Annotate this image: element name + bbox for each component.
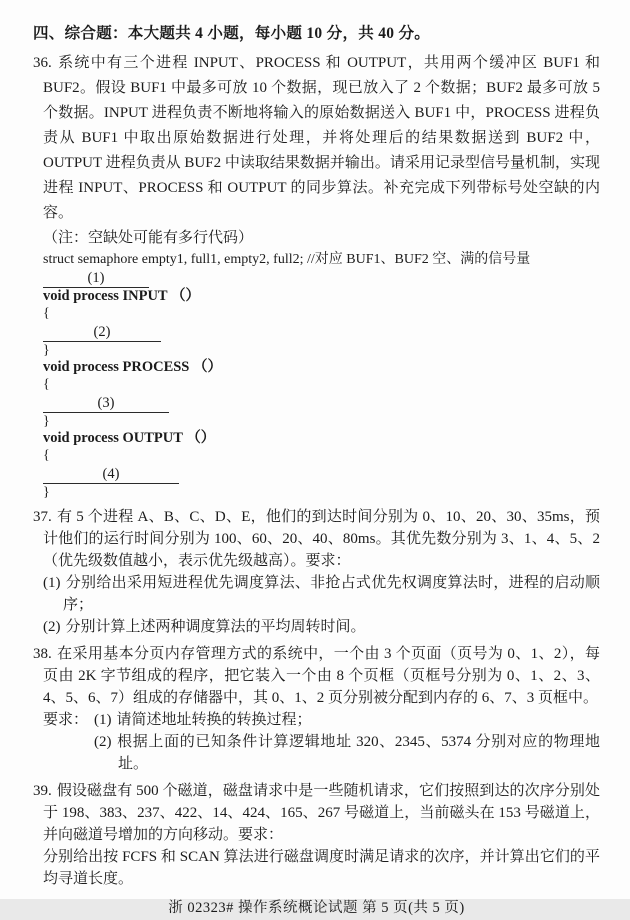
question-36-note: （注：空缺处可能有多行代码）: [43, 230, 254, 246]
item-label: (1): [43, 575, 61, 591]
answer-blank-row: [43, 464, 600, 484]
question-38-text: 在采用基本分页内存管理方式的系统中，一个由 3 个页面（页号为 0、1、2），每页由 2K 字节组成的程序，把它装入一个由 8 个页框（页框号分别为 0、1、2、3、4、5、6、7）组成的存储器中，其 0、1、2 页分别被分配到内存的 6、7、3 页框中。: [43, 646, 600, 706]
question-37-item-2: [43, 616, 600, 638]
answer-blank-row: [43, 393, 600, 413]
item-label: (1): [94, 712, 112, 728]
question-38-requirements: [43, 709, 600, 775]
code-line: {: [43, 377, 50, 392]
requirement-label: 要求：: [43, 712, 89, 728]
code-line: void process INPUT （）: [43, 288, 200, 304]
code-line: {: [43, 448, 50, 463]
question-39-body: [33, 780, 600, 846]
answer-blank-row: [43, 268, 600, 288]
question-36-number: 36.: [33, 55, 52, 71]
page-footer: 浙 02323# 操作系统概论试题 第 5 页(共 5 页): [168, 900, 465, 916]
question-36-body: [33, 51, 600, 226]
code-line: void process PROCESS （）: [43, 359, 222, 375]
answer-blank-1: (1): [43, 270, 149, 288]
question-37-body: [33, 506, 600, 572]
answer-blank-4: (4): [43, 466, 179, 484]
code-line: }: [43, 414, 50, 429]
question-38-item-1: [94, 709, 600, 731]
question-37-item-1: [43, 572, 600, 616]
question-39-number: 39.: [33, 783, 52, 799]
code-line: {: [43, 306, 50, 321]
answer-blank-3: (3): [43, 395, 169, 413]
question-36-code-block: [43, 251, 600, 501]
item-label: (2): [43, 619, 61, 635]
item-text: 根据上面的已知条件计算逻辑地址 320、2345、5374 分别对应的物理地址。: [116, 734, 600, 772]
question-37-number: 37.: [33, 509, 52, 525]
question-39-text: 假设磁盘有 500 个磁道，磁盘请求中是一些随机请求，它们按照到达的次序分别处于 198、383、237、422、14、424、165、267 号磁道上，当前磁头在 153 号磁道上，并向磁道号增加的方向移动。要求：: [43, 783, 600, 843]
question-39: [33, 780, 600, 890]
question-37: [33, 506, 600, 638]
code-line: void process OUTPUT （）: [43, 430, 216, 446]
question-37-text: 有 5 个进程 A、B、C、D、E，他们的到达时间分别为 0、10、20、30、35ms，预计他们的运行时间分别为 100、60、20、40、80ms。其优先数分别为 3、1、4、5、2（优先级数值越小，表示优先级越高）。要求：: [43, 509, 600, 569]
item-text: 分别给出采用短进程优先调度算法、非抢占式优先权调度算法时，进程的启动顺序；: [63, 575, 600, 613]
item-label: (2): [94, 734, 112, 750]
question-36: [33, 51, 600, 501]
item-text: 请简述地址转换的转换过程；: [116, 712, 312, 728]
question-38-number: 38.: [33, 646, 52, 662]
question-38-body: [33, 643, 600, 709]
code-line: }: [43, 343, 50, 358]
question-36-text: 系统中有三个进程 INPUT、PROCESS 和 OUTPUT，共用两个缓冲区 BUF1 和 BUF2。假设 BUF1 中最多可放 10 个数据，现已放入了 2 个数据；BUF2 最多可放 5 个数据。INPUT 进程负责不断地将输入的原始数据送入 BUF1 中，PROCESS 进程负责从 BUF1 中取出原始数据进行处理，并将处理后的结果数据送到 BUF2 中，OUTPUT 进程负责从 BUF2 中读取结果数据并输出。请采用记录型信号量机制，实现进程 INPUT、PROCESS 和 OUTPUT 的同步算法。补充完成下列带标号处空缺的内容。: [43, 55, 600, 221]
answer-blank-2: (2): [43, 324, 161, 342]
requirement-items: [94, 709, 600, 775]
code-line: }: [43, 485, 50, 500]
question-39-tail: 分别给出按 FCFS 和 SCAN 算法进行磁盘调度时满足请求的次序，并计算出它们的平均寻道长度。: [43, 849, 600, 887]
item-text: 分别计算上述两种调度算法的平均周转时间。: [65, 619, 366, 635]
answer-blank-row: [43, 322, 600, 342]
question-38: [33, 643, 600, 775]
question-38-item-2: [94, 731, 600, 775]
code-line: struct semaphore empty1, full1, empty2, full2; //对应 BUF1、BUF2 空、满的信号量: [43, 252, 531, 267]
section-header: 四、综合题：本大题共 4 小题，每小题 10 分，共 40 分。: [33, 25, 431, 42]
